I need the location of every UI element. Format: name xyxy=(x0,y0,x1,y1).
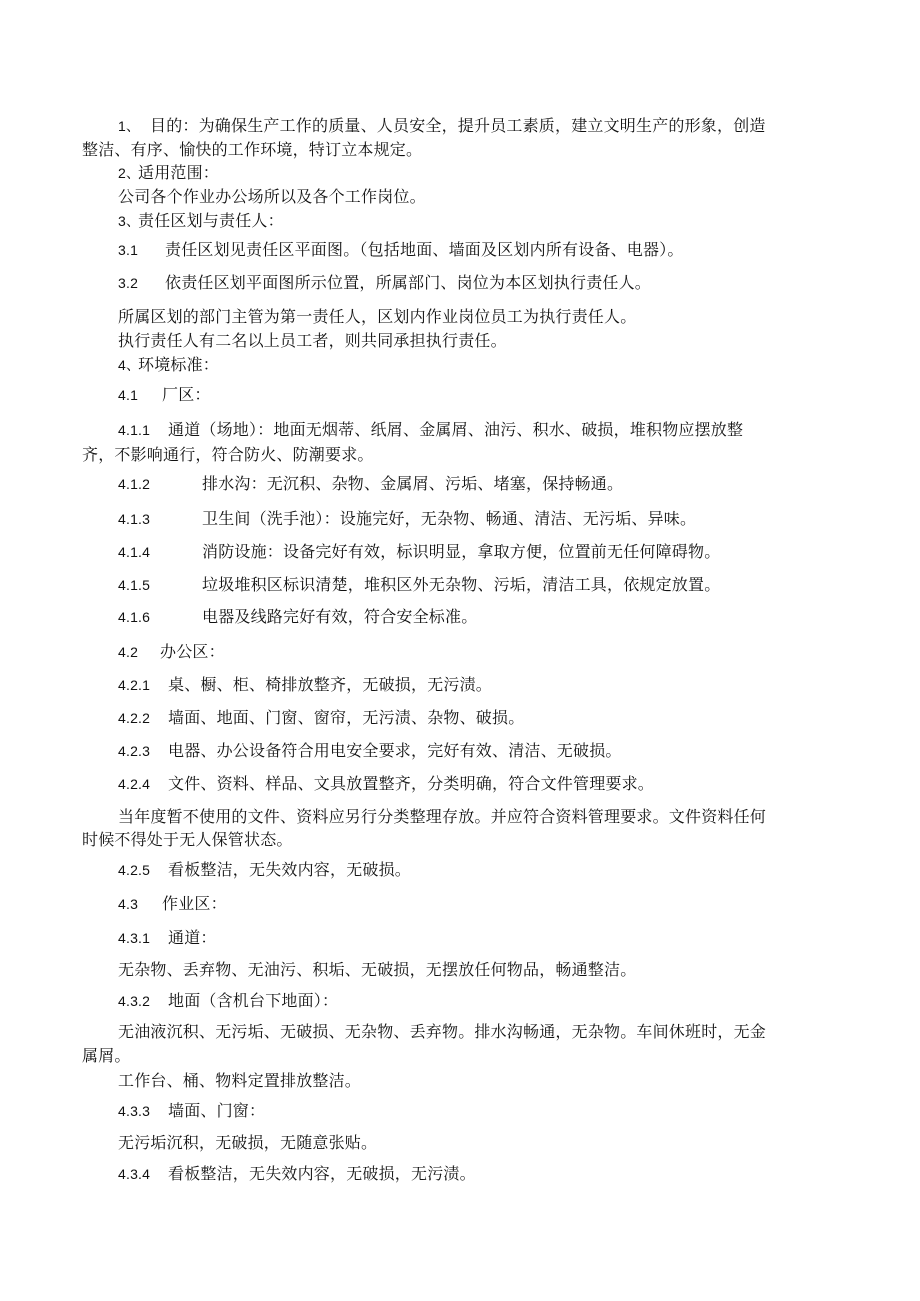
section-number: 4.2.5 xyxy=(118,862,151,878)
document-line xyxy=(118,928,217,948)
section-number: 4、 xyxy=(118,357,141,373)
section-number: 4.1.2 xyxy=(118,476,151,492)
document-line xyxy=(118,355,220,375)
section-text: 办公区： xyxy=(160,642,225,661)
paragraph-text: 公司各个作业办公场所以及各个工作岗位。 xyxy=(118,187,426,206)
document-line xyxy=(82,1046,131,1066)
document-line xyxy=(118,1022,766,1042)
paragraph-text: 无油液沉积、无污垢、无破损、无杂物、丢弃物。排水沟畅通，无杂物。车间休班时，无金 xyxy=(118,1022,767,1041)
section-text: 电器及线路完好有效，符合安全标准。 xyxy=(202,607,478,626)
section-number: 4.2.2 xyxy=(118,710,151,726)
document-line xyxy=(118,307,636,327)
document-line xyxy=(82,830,293,850)
section-number: 4.2.3 xyxy=(118,743,151,759)
document-line xyxy=(118,542,721,562)
section-text: 厂区： xyxy=(162,385,211,404)
section-text: 依责任区划平面图所示位置，所属部门、岗位为本区划执行责任人。 xyxy=(165,273,652,292)
section-number: 4.3.1 xyxy=(118,930,151,946)
section-text: 看板整洁，无失效内容，无破损，无污渍。 xyxy=(168,1164,476,1183)
section-text: 墙面、地面、门窗、窗帘，无污渍、杂物、破损。 xyxy=(168,708,525,727)
document-line xyxy=(118,642,225,662)
section-text: 桌、橱、柜、椅排放整齐，无破损，无污渍。 xyxy=(168,675,493,694)
section-number: 3.1 xyxy=(118,242,139,258)
document-line xyxy=(118,1133,377,1153)
section-text: 责任区划与责任人： xyxy=(138,211,284,230)
document-line xyxy=(118,575,721,595)
document-line xyxy=(118,331,507,351)
section-text: 消防设施：设备完好有效，标识明显，拿取方便，位置前无任何障碍物。 xyxy=(202,542,721,561)
document-line xyxy=(118,741,622,761)
section-number: 4.3.4 xyxy=(118,1166,151,1182)
section-text: 地面（含机台下地面）： xyxy=(168,991,339,1010)
document-line xyxy=(118,385,211,405)
section-text: 文件、资料、样品、文具放置整齐，分类明确，符合文件管理要求。 xyxy=(168,774,655,793)
document-line xyxy=(118,894,227,914)
section-text: 目的：为确保生产工作的质量、人员安全，提升员工素质，建立文明生产的形象，创造 xyxy=(150,116,766,135)
section-text: 看板整洁，无失效内容，无破损。 xyxy=(168,860,412,879)
document-line xyxy=(118,1164,476,1184)
document-line xyxy=(118,774,655,794)
document-line xyxy=(118,807,766,827)
document-line xyxy=(118,273,652,293)
document-line xyxy=(82,445,374,465)
paragraph-text: 属屑。 xyxy=(82,1046,131,1065)
section-number: 1、 xyxy=(118,118,141,134)
section-number: 4.1.6 xyxy=(118,609,151,625)
document-line xyxy=(118,607,478,627)
section-number: 4.3.3 xyxy=(118,1103,151,1119)
document-line xyxy=(82,140,422,160)
section-text: 通道（场地）：地面无烟蒂、纸屑、金属屑、油污、积水、破损，堆积物应摆放整 xyxy=(168,420,744,439)
paragraph-text: 无杂物、丢弃物、无油污、积垢、无破损，无摆放任何物品，畅通整洁。 xyxy=(118,960,637,979)
document-line xyxy=(118,1071,361,1091)
section-text: 环境标准： xyxy=(138,355,220,374)
paragraph-text: 无污垢沉积，无破损，无随意张贴。 xyxy=(118,1133,378,1152)
section-number: 4.3 xyxy=(118,896,139,912)
paragraph-text: 整洁、有序、愉快的工作环境，特订立本规定。 xyxy=(82,140,423,159)
document-line xyxy=(118,860,412,880)
section-text: 墙面、门窗： xyxy=(168,1101,266,1120)
section-number: 4.1.3 xyxy=(118,511,151,527)
paragraph-text: 当年度暂不使用的文件、资料应另行分类整理存放。并应符合资料管理要求。文件资料任何 xyxy=(118,807,767,826)
section-number: 4.2.4 xyxy=(118,776,151,792)
section-text: 通道： xyxy=(168,928,217,947)
section-text: 责任区划见责任区平面图。（包括地面、墙面及区划内所有设备、电器）。 xyxy=(165,240,684,259)
document-line xyxy=(118,1101,266,1121)
section-number: 4.1.4 xyxy=(118,544,151,560)
section-number: 4.3.2 xyxy=(118,993,151,1009)
section-text: 卫生间（洗手池）：设施完好，无杂物、畅通、清洁、无污垢、异味。 xyxy=(202,509,697,528)
document-line xyxy=(118,211,284,231)
document-line xyxy=(118,240,684,260)
section-text: 作业区： xyxy=(162,894,227,913)
section-number: 4.1.1 xyxy=(118,422,151,438)
section-text: 排水沟：无沉积、杂物、金属屑、污垢、堵塞，保持畅通。 xyxy=(202,474,624,493)
document-line xyxy=(118,960,636,980)
section-text: 垃圾堆积区标识清楚，堆积区外无杂物、污垢，清洁工具，依规定放置。 xyxy=(202,575,721,594)
paragraph-text: 所属区划的部门主管为第一责任人，区划内作业岗位员工为执行责任人。 xyxy=(118,307,637,326)
section-number: 4.1.5 xyxy=(118,577,151,593)
paragraph-text: 时候不得处于无人保管状态。 xyxy=(82,830,293,849)
section-number: 4.2.1 xyxy=(118,677,151,693)
document-line xyxy=(118,116,766,136)
section-number: 2、 xyxy=(118,165,141,181)
document-line xyxy=(118,991,339,1011)
document-line xyxy=(118,163,220,183)
document-line xyxy=(118,509,697,529)
paragraph-text: 工作台、桶、物料定置排放整洁。 xyxy=(118,1071,362,1090)
section-text: 电器、办公设备符合用电安全要求，完好有效、清洁、无破损。 xyxy=(168,741,622,760)
paragraph-text: 执行责任人有二名以上员工者，则共同承担执行责任。 xyxy=(118,331,507,350)
section-number: 4.1 xyxy=(118,387,139,403)
paragraph-text: 齐，不影响通行，符合防火、防潮要求。 xyxy=(82,445,374,464)
document-line xyxy=(118,675,493,695)
section-text: 适用范围： xyxy=(138,163,220,182)
document-line xyxy=(118,420,744,440)
section-number: 3、 xyxy=(118,213,141,229)
document-line xyxy=(118,708,525,728)
section-number: 3.2 xyxy=(118,275,139,291)
document-line xyxy=(118,187,426,207)
section-number: 4.2 xyxy=(118,644,139,660)
document-line xyxy=(118,474,624,494)
